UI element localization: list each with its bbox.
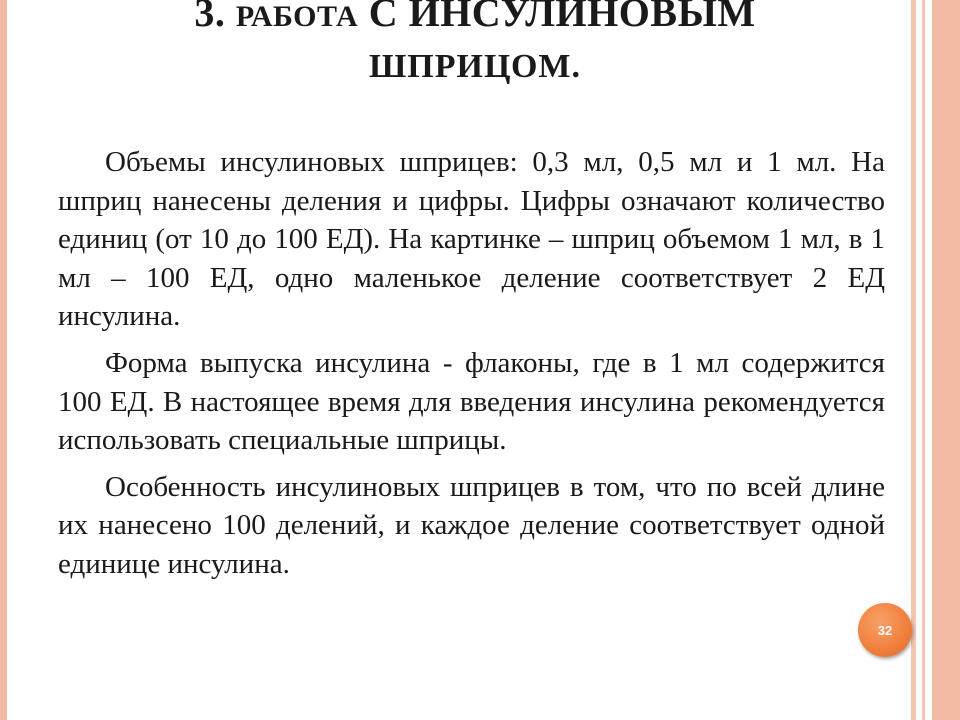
slide-title (40, 0, 910, 92)
right-border-stripe (922, 0, 925, 720)
title-line-2: ШПРИЦОМ. (368, 48, 582, 85)
page-number: 32 (877, 622, 893, 638)
page-number-badge (858, 603, 912, 657)
slide-body (58, 143, 885, 592)
right-border-stripe (932, 0, 960, 720)
left-border-stripe (0, 0, 7, 720)
title-rest: С ИНСУЛИНОВЫМ (368, 0, 756, 35)
title-number: 3. (194, 0, 226, 35)
paragraph-3: Особенность инсулиновых шприцев в том, что по всей длине их нанесено 100 делений, и каждое деление соответствует одной единице инсулина. (58, 470, 885, 580)
paragraph-1: Объемы инсулиновых шприцев: 0,3 мл, 0,5 мл и 1 мл. На шприц нанесены деления и цифры. Цифры означают количество единиц (от 10 до 100 ЕД). На картинке – шприц объемом 1 мл, в 1 мл – 100 ЕД, одно маленькое деление соответствует 2 ЕД инсулина. (58, 146, 885, 333)
title-word: РАБОТА (235, 0, 359, 33)
paragraph-2: Форма выпуска инсулина - флаконы, где в 1 мл содержится 100 ЕД. В настоящее время для введения инсулина рекомендуется использовать специальные шприцы. (58, 346, 885, 457)
right-border-stripe (911, 0, 916, 720)
